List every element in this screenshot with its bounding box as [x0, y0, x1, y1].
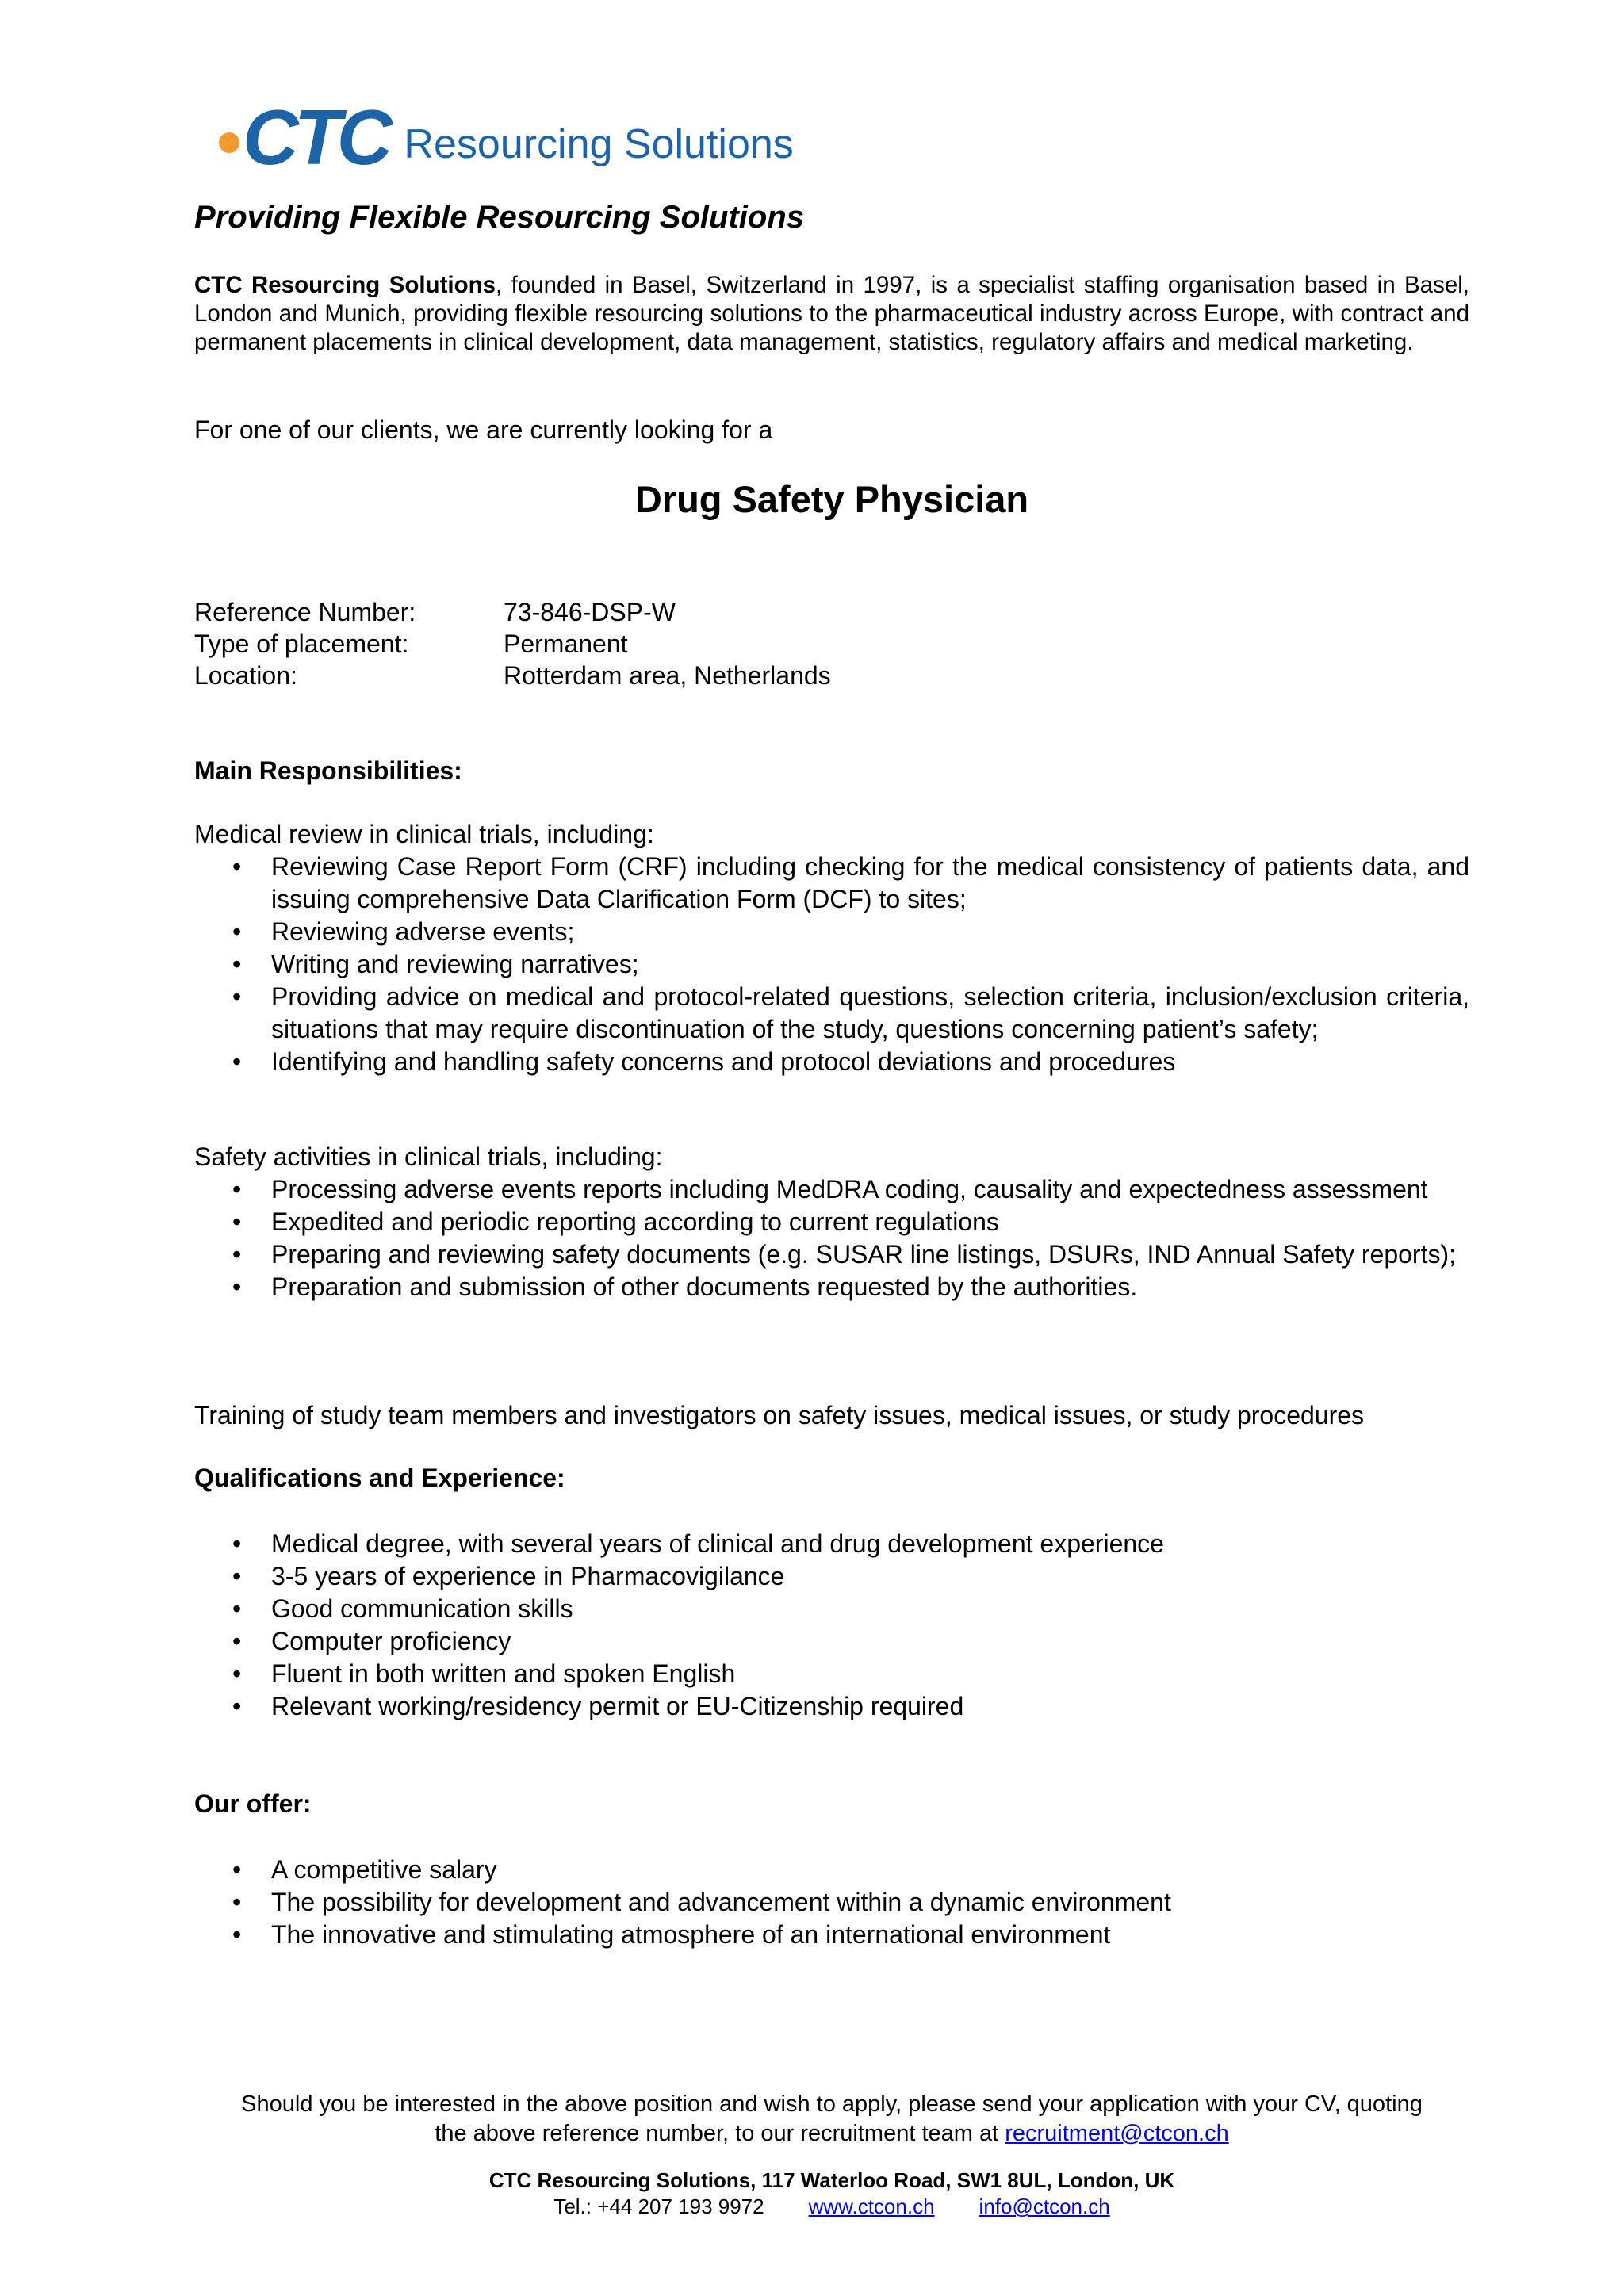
application-note-line1: Should you be interested in the above position and wish to apply, please send your application with your CV, quoting [241, 2091, 1423, 2117]
company-address-block [0, 2168, 1624, 2220]
list-item: • The innovative and stimulating atmosphere of an international environment [194, 1919, 1469, 1951]
medical-review-list [194, 851, 1469, 1078]
intro-paragraph [194, 271, 1469, 357]
list-item: • A competitive salary [194, 1854, 1469, 1886]
list-item: • Good communication skills [194, 1593, 1469, 1625]
logo-ctc: CTC [243, 94, 389, 181]
tagline: Providing Flexible Resourcing Solutions [194, 200, 804, 235]
detail-row [194, 660, 831, 691]
list-item: • Identifying and handling safety concerns and protocol deviations and procedures [194, 1046, 1469, 1078]
list-item: • Providing advice on medical and protocol-related questions, selection criteria, inclusion/exclusion criteria, situations that may require discontinuation of the study, questions concerning patient’s safety; [194, 981, 1469, 1046]
medical-review-section [194, 818, 1469, 1078]
list-item: • Medical degree, with several years of clinical and drug development experience [194, 1528, 1469, 1560]
detail-label: Location: [194, 661, 297, 690]
intro-company: CTC Resourcing Solutions [194, 272, 496, 298]
offer-heading [194, 1788, 1469, 1820]
company-logo [219, 94, 794, 181]
application-note-line2 [0, 2119, 1624, 2149]
offer-list [194, 1854, 1469, 1951]
list-item: • Processing adverse events reports including MedDRA coding, causality and expectedness assessment [194, 1173, 1469, 1206]
application-note [0, 2090, 1624, 2149]
detail-label: Reference Number: [194, 598, 416, 626]
list-item: • Expedited and periodic reporting according to current regulations [194, 1206, 1469, 1238]
detail-value: Rotterdam area, Netherlands [504, 661, 831, 690]
list-item: • Reviewing adverse events; [194, 916, 1469, 948]
safety-activities-intro: Safety activities in clinical trials, including: [194, 1142, 663, 1171]
safety-activities-list [194, 1173, 1469, 1303]
telephone: Tel.: +44 207 193 9972 [553, 2195, 764, 2218]
detail-value: 73-846-DSP-W [504, 598, 676, 626]
qualifications-list [194, 1528, 1469, 1723]
info-email-link[interactable]: info@ctcon.ch [979, 2195, 1110, 2218]
list-item: • The possibility for development and advancement within a dynamic environment [194, 1886, 1469, 1919]
list-item: • 3-5 years of experience in Pharmacovigilance [194, 1560, 1469, 1593]
list-item: • Preparation and submission of other documents requested by the authorities. [194, 1271, 1469, 1303]
section-heading: Our offer: [194, 1789, 312, 1818]
training-text: Training of study team members and investigators on safety issues, medical issues, or study procedures [194, 1401, 1365, 1429]
logo-text: Resourcing Solutions [404, 121, 794, 167]
detail-label: Type of placement: [194, 629, 409, 658]
medical-review-intro: Medical review in clinical trials, including: [194, 820, 654, 848]
list-item: • Fluent in both written and spoken English [194, 1658, 1469, 1690]
logo-dot-icon [219, 132, 239, 153]
detail-value: Permanent [504, 629, 628, 658]
detail-row [194, 628, 831, 660]
contact-line [553, 2194, 1109, 2220]
application-note-text: the above reference number, to our recruitment team at [435, 2121, 1005, 2146]
detail-row [194, 596, 831, 628]
qualifications-heading [194, 1462, 1469, 1494]
qualifications-section [194, 1528, 1469, 1723]
list-item: • Relevant working/residency permit or EU-Citizenship required [194, 1690, 1469, 1723]
looking-for-text: For one of our clients, we are currently looking for a [194, 415, 773, 444]
intro-text: , founded in Basel, Switzerland in 1997, is a specialist staffing organisation based in Basel, London and Munich, providing flexible resourcing solutions to the pharmaceutical industry across Europe, with contract and permanent placements in clinical development, data management, statistics, regulatory affairs and medical marketing. [194, 272, 1469, 355]
section-heading: Main Responsibilities: [194, 756, 462, 785]
website-link[interactable]: www.ctcon.ch [808, 2195, 935, 2218]
list-item: • Writing and reviewing narratives; [194, 948, 1469, 981]
job-title: Drug Safety Physician [634, 478, 1029, 520]
responsibilities-heading [194, 755, 1469, 787]
section-heading: Qualifications and Experience: [194, 1464, 565, 1492]
list-item: • Computer proficiency [194, 1625, 1469, 1658]
offer-section [194, 1854, 1469, 1951]
recruitment-email-link[interactable]: recruitment@ctcon.ch [1005, 2121, 1229, 2146]
job-details [194, 596, 831, 691]
list-item: • Reviewing Case Report Form (CRF) including checking for the medical consistency of patients data, and issuing comprehensive Data Clarification Form (DCF) to sites; [194, 851, 1469, 916]
safety-activities-section [194, 1141, 1469, 1303]
list-item: • Preparing and reviewing safety documents (e.g. SUSAR line listings, DSURs, IND Annual Safety reports); [194, 1238, 1469, 1271]
company-address: CTC Resourcing Solutions, 117 Waterloo Road, SW1 8UL, London, UK [488, 2168, 1175, 2192]
